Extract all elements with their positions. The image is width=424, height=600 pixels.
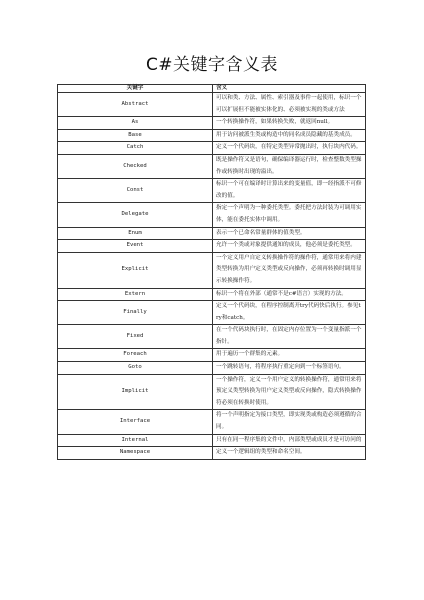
table-row — [58, 349, 366, 362]
table-row — [58, 325, 366, 349]
table-row — [58, 203, 366, 227]
keyword-cell: Enum — [58, 227, 213, 240]
keyword-cell: As — [58, 117, 213, 130]
table-row — [58, 240, 366, 253]
table-row — [58, 410, 366, 434]
header-meaning: 含义 — [213, 85, 366, 93]
keyword-cell: Implicit — [58, 374, 213, 410]
meaning-cell: 一个跳转语句，将程序执行重定向到一个标签语句。 — [213, 362, 366, 375]
header-keyword: 关键字 — [58, 85, 213, 93]
meaning-cell: 一个定义用户自定义转换操作符的操作符，通常用来将内建类型转换为用户定义类型或反向操作，必须再转换时调用显示转换操作符。 — [213, 252, 366, 288]
meaning-cell: 将一个声明指定为接口类型，即实现类或构造必须遵循的合同。 — [213, 410, 366, 434]
table-row — [58, 93, 366, 117]
table-row — [58, 129, 366, 142]
keyword-cell: Checked — [58, 154, 213, 178]
keyword-cell: Foreach — [58, 349, 213, 362]
meaning-cell: 既是操作符又是语句，确保编译器运行时，检查整数类型操作或转换时出现的溢出。 — [213, 154, 366, 178]
meaning-cell: 定义一个代码块，在特定类型异常抛出时，执行块内代码。 — [213, 142, 366, 155]
keyword-cell: Internal — [58, 434, 213, 447]
keyword-table — [57, 84, 366, 460]
keyword-cell: Namespace — [58, 447, 213, 460]
keyword-cell: Base — [58, 129, 213, 142]
meaning-cell: 指定一个声明为一种委托类型。委托把方法封装为可调用实体，能在委托实体中调用。 — [213, 203, 366, 227]
table-row — [58, 142, 366, 155]
meaning-cell: 标识一个将在外部（通常不是c#语言）实现的方法。 — [213, 288, 366, 301]
keyword-cell: Finally — [58, 301, 213, 325]
table-row — [58, 179, 366, 203]
meaning-cell: 在一个代码块执行时，在固定内存位置为一个变量指派一个指针。 — [213, 325, 366, 349]
table-body — [58, 93, 366, 460]
table-row — [58, 434, 366, 447]
table-row — [58, 362, 366, 375]
table-row — [58, 374, 366, 410]
meaning-cell: 用于访问被派生类或构造中的同名成员隐藏的基类成员。 — [213, 129, 366, 142]
table-row — [58, 154, 366, 178]
table-row — [58, 447, 366, 460]
keyword-cell: Goto — [58, 362, 213, 375]
table-row — [58, 227, 366, 240]
meaning-cell: 允许一个类或对象提供通知的成员，他必须是委托类型。 — [213, 240, 366, 253]
meaning-cell: 一个转换操作符，如果转换失败，就返回null。 — [213, 117, 366, 130]
table-row — [58, 301, 366, 325]
meaning-cell: 定义一个代码块，在程序控制离开try代码快后执行。参见try和catch。 — [213, 301, 366, 325]
keyword-cell: Catch — [58, 142, 213, 155]
meaning-cell: 表示一个已命名常量群体的值类型。 — [213, 227, 366, 240]
table-row — [58, 288, 366, 301]
meaning-cell: 定义一个逻辑组的类型和命名空间。 — [213, 447, 366, 460]
keyword-cell: Interface — [58, 410, 213, 434]
keyword-cell: Fixed — [58, 325, 213, 349]
meaning-cell: 用于遍历一个群集的元素。 — [213, 349, 366, 362]
meaning-cell: 标识一个可在编译时计算出来的变量值，即一经指派不可修改的值。 — [213, 179, 366, 203]
keyword-cell: Explicit — [58, 252, 213, 288]
keyword-cell: Extern — [58, 288, 213, 301]
meaning-cell: 一个操作符，定义一个用户定义的转换操作符，通常用来将预定义类型转换为用户定义类型或反向操作，隐式转换操作符必须在转换时使用。 — [213, 374, 366, 410]
keyword-cell: Event — [58, 240, 213, 253]
table-header-row — [58, 85, 366, 93]
page-title: C#关键字含义表 — [145, 55, 279, 75]
meaning-cell: 只有在同一程序集的文件中，内部类型或成员才是可访问的 — [213, 434, 366, 447]
meaning-cell: 可以和类、方法、属性、索引器及事件一起使用，标识一个可以扩展但不能被实体化的、必须被实现的类或方法 — [213, 93, 366, 117]
table-row — [58, 117, 366, 130]
keyword-cell: Delegate — [58, 203, 213, 227]
keyword-cell: Abstract — [58, 93, 213, 117]
keyword-cell: Const — [58, 179, 213, 203]
table-row — [58, 252, 366, 288]
